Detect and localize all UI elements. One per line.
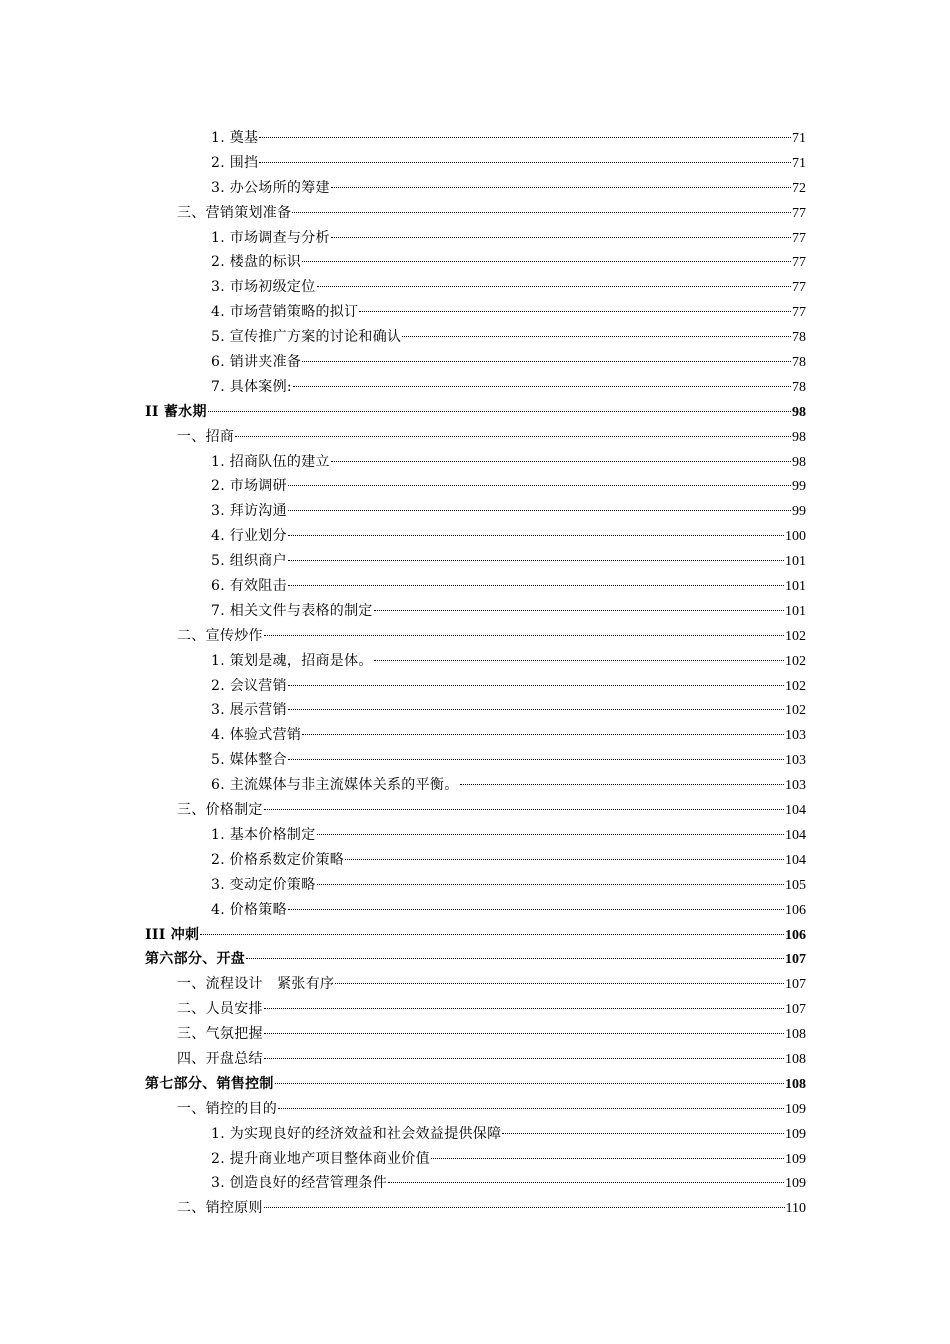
toc-dot-leader — [288, 485, 791, 486]
toc-dot-leader — [331, 187, 791, 188]
toc-entry[interactable] — [145, 375, 806, 400]
toc-entry-page-number: 109 — [785, 1101, 806, 1117]
toc-entry-title: 6. 主流媒体与非主流媒体关系的平衡。 — [211, 777, 459, 794]
toc-dot-leader — [388, 1182, 784, 1183]
toc-dot-leader — [502, 1133, 784, 1134]
toc-dot-leader — [288, 510, 791, 511]
toc-dot-leader — [402, 336, 791, 337]
toc-dot-leader — [288, 709, 784, 710]
toc-entry-title: 第七部分、销售控制 — [145, 1075, 274, 1092]
toc-entry[interactable] — [145, 250, 806, 275]
toc-entry[interactable] — [145, 1147, 806, 1172]
toc-entry-page-number: 101 — [785, 554, 806, 570]
toc-entry-page-number: 108 — [785, 1076, 806, 1092]
toc-entry-title: 4. 价格策略 — [211, 901, 287, 918]
toc-entry-title: 第六部分、开盘 — [145, 951, 246, 968]
toc-entry-title: 3. 拜访沟通 — [211, 503, 287, 520]
toc-dot-leader — [331, 461, 791, 462]
toc-dot-leader — [302, 734, 784, 735]
toc-entry-page-number: 109 — [785, 1151, 806, 1167]
toc-entry-page-number: 101 — [785, 603, 806, 619]
toc-entry[interactable] — [145, 947, 806, 972]
toc-entry[interactable] — [145, 1022, 806, 1047]
toc-dot-leader — [264, 1033, 784, 1034]
toc-dot-leader — [293, 386, 791, 387]
toc-entry-title: 三、气氛把握 — [177, 1026, 263, 1043]
toc-dot-leader — [259, 162, 791, 163]
toc-entry-page-number: 107 — [785, 952, 806, 968]
toc-entry-title: 2. 市场调研 — [211, 478, 287, 495]
toc-dot-leader — [460, 784, 784, 785]
table-of-contents — [145, 126, 806, 1221]
toc-dot-leader — [302, 361, 791, 362]
toc-entry[interactable] — [145, 474, 806, 499]
toc-entry-title: 四、开盘总结 — [177, 1050, 263, 1067]
toc-dot-leader — [317, 286, 791, 287]
toc-entry-page-number: 103 — [785, 753, 806, 769]
toc-dot-leader — [288, 759, 784, 760]
toc-entry-page-number: 106 — [785, 927, 806, 943]
toc-dot-leader — [200, 934, 784, 935]
toc-dot-leader — [264, 1008, 784, 1009]
toc-entry-page-number: 99 — [792, 479, 806, 495]
toc-dot-leader — [235, 436, 791, 437]
toc-entry-title: 三、价格制定 — [177, 802, 263, 819]
toc-entry-page-number: 71 — [792, 155, 806, 171]
toc-entry-title: 2. 楼盘的标识 — [211, 254, 302, 271]
toc-entry-page-number: 109 — [785, 1126, 806, 1142]
toc-dot-leader — [292, 212, 791, 213]
toc-entry[interactable] — [145, 549, 806, 574]
toc-entry[interactable] — [145, 698, 806, 723]
toc-entry[interactable] — [145, 524, 806, 549]
toc-entry[interactable] — [145, 599, 806, 624]
toc-dot-leader — [374, 610, 784, 611]
toc-entry-title: 7. 具体案例: — [211, 378, 292, 395]
toc-entry-page-number: 77 — [792, 230, 806, 246]
toc-entry-page-number: 107 — [785, 1002, 806, 1018]
toc-dot-leader — [431, 1158, 784, 1159]
toc-entry[interactable] — [145, 226, 806, 251]
toc-entry-title: 2. 围挡 — [211, 154, 259, 171]
toc-entry[interactable] — [145, 350, 806, 375]
toc-entry-page-number: 102 — [785, 628, 806, 644]
toc-entry-page-number: 72 — [792, 180, 806, 196]
toc-entry-title: 7. 相关文件与表格的制定 — [211, 602, 373, 619]
toc-entry-title: III 冲刺 — [145, 926, 200, 943]
toc-entry[interactable] — [145, 798, 806, 823]
toc-dot-leader — [317, 884, 784, 885]
toc-entry[interactable] — [145, 325, 806, 350]
toc-entry-page-number: 109 — [785, 1176, 806, 1192]
toc-entry-title: 2. 会议营销 — [211, 677, 287, 694]
toc-entry-page-number: 108 — [785, 1027, 806, 1043]
toc-entry-page-number: 106 — [785, 902, 806, 918]
toc-entry[interactable] — [145, 923, 806, 948]
toc-entry[interactable] — [145, 450, 806, 475]
toc-entry-title: 1. 招商队伍的建立 — [211, 453, 330, 470]
toc-dot-leader — [275, 1083, 784, 1084]
toc-entry-title: 1. 市场调查与分析 — [211, 229, 330, 246]
toc-entry-page-number: 102 — [785, 653, 806, 669]
toc-dot-leader — [264, 1058, 784, 1059]
toc-dot-leader — [264, 809, 784, 810]
toc-entry-title: 二、宣传炒作 — [177, 627, 263, 644]
toc-dot-leader — [278, 1108, 784, 1109]
toc-dot-leader — [288, 585, 784, 586]
toc-entry-title: 3. 市场初级定位 — [211, 279, 316, 296]
toc-entry-page-number: 98 — [792, 454, 806, 470]
toc-entry-title: 2. 价格系数定价策略 — [211, 851, 345, 868]
toc-entry-page-number: 77 — [792, 255, 806, 271]
toc-entry[interactable] — [145, 425, 806, 450]
toc-entry[interactable] — [145, 898, 806, 923]
toc-dot-leader — [208, 411, 791, 412]
toc-entry[interactable] — [145, 151, 806, 176]
toc-entry-page-number: 102 — [785, 703, 806, 719]
toc-entry-page-number: 98 — [792, 404, 806, 420]
toc-dot-leader — [259, 137, 791, 138]
toc-entry[interactable] — [145, 176, 806, 201]
toc-entry[interactable] — [145, 300, 806, 325]
toc-entry-page-number: 101 — [785, 579, 806, 595]
toc-entry-title: 6. 有效阻击 — [211, 578, 287, 595]
toc-entry[interactable] — [145, 649, 806, 674]
toc-entry-page-number: 103 — [785, 728, 806, 744]
toc-dot-leader — [288, 909, 784, 910]
toc-entry-page-number: 104 — [785, 852, 806, 868]
toc-entry-page-number: 104 — [785, 827, 806, 843]
toc-dot-leader — [288, 560, 784, 561]
toc-dot-leader — [374, 660, 784, 661]
toc-entry[interactable] — [145, 499, 806, 524]
toc-entry-title: 一、流程设计 紧张有序 — [177, 976, 335, 993]
toc-dot-leader — [288, 535, 784, 536]
toc-entry-page-number: 99 — [792, 504, 806, 520]
toc-dot-leader — [345, 859, 784, 860]
toc-entry-page-number: 103 — [785, 778, 806, 794]
toc-dot-leader — [264, 635, 784, 636]
toc-entry-page-number: 77 — [792, 205, 806, 221]
toc-entry-title: 1. 基本价格制定 — [211, 826, 316, 843]
toc-entry[interactable] — [145, 674, 806, 699]
toc-entry-title: 3. 变动定价策略 — [211, 876, 316, 893]
toc-entry-page-number: 108 — [785, 1051, 806, 1067]
toc-entry[interactable] — [145, 1122, 806, 1147]
toc-entry-title: 5. 组织商户 — [211, 553, 287, 570]
toc-entry-title: 5. 宣传推广方案的讨论和确认 — [211, 329, 402, 346]
toc-entry-title: 6. 销讲夹准备 — [211, 354, 302, 371]
toc-entry-title: 2. 提升商业地产项目整体商业价值 — [211, 1150, 430, 1167]
toc-entry-title: 4. 行业划分 — [211, 528, 287, 545]
toc-entry-page-number: 104 — [785, 803, 806, 819]
toc-entry[interactable] — [145, 723, 806, 748]
toc-entry[interactable] — [145, 848, 806, 873]
toc-dot-leader — [331, 237, 791, 238]
toc-entry-page-number: 100 — [785, 529, 806, 545]
toc-entry[interactable] — [145, 201, 806, 226]
toc-entry[interactable] — [145, 1196, 806, 1221]
toc-entry[interactable] — [145, 275, 806, 300]
toc-entry-page-number: 71 — [792, 131, 806, 146]
toc-dot-leader — [302, 261, 791, 262]
toc-entry-page-number: 78 — [792, 355, 806, 371]
toc-entry-page-number: 78 — [792, 379, 806, 395]
toc-entry-page-number: 105 — [785, 877, 806, 893]
toc-entry-title: 4. 体验式营销 — [211, 727, 302, 744]
toc-dot-leader — [264, 1207, 785, 1208]
toc-entry[interactable] — [145, 1072, 806, 1097]
toc-dot-leader — [246, 958, 784, 959]
toc-dot-leader — [288, 685, 784, 686]
toc-entry[interactable] — [145, 400, 806, 425]
toc-entry-page-number: 107 — [785, 977, 806, 993]
toc-entry-page-number: 98 — [792, 429, 806, 445]
toc-entry[interactable] — [145, 748, 806, 773]
toc-entry-page-number: 102 — [785, 678, 806, 694]
toc-entry[interactable] — [145, 1171, 806, 1196]
toc-entry-title: 二、销控原则 — [177, 1200, 263, 1217]
toc-entry-title: 一、招商 — [177, 428, 235, 445]
toc-entry[interactable] — [145, 1097, 806, 1122]
toc-entry-page-number: 77 — [792, 280, 806, 296]
toc-entry[interactable] — [145, 823, 806, 848]
toc-entry[interactable] — [145, 624, 806, 649]
toc-entry[interactable] — [145, 997, 806, 1022]
toc-entry-page-number: 77 — [792, 305, 806, 321]
toc-entry-page-number: 110 — [785, 1201, 806, 1217]
toc-entry-title: II 蓄水期 — [145, 403, 207, 420]
toc-dot-leader — [335, 983, 784, 984]
toc-entry-title: 5. 媒体整合 — [211, 752, 287, 769]
toc-entry-title: 二、人员安排 — [177, 1001, 263, 1018]
toc-entry[interactable] — [145, 773, 806, 798]
toc-entry[interactable] — [145, 126, 806, 151]
toc-entry-title: 3. 创造良好的经营管理条件 — [211, 1175, 388, 1192]
toc-entry-title: 1. 策划是魂，招商是体。 — [211, 652, 373, 669]
toc-entry-title: 三、营销策划准备 — [177, 204, 292, 221]
toc-dot-leader — [317, 834, 784, 835]
toc-entry-title: 一、销控的目的 — [177, 1100, 278, 1117]
toc-entry-title: 4. 市场营销策略的拟订 — [211, 304, 359, 321]
toc-entry-page-number: 78 — [792, 330, 806, 346]
toc-entry[interactable] — [145, 972, 806, 997]
toc-entry[interactable] — [145, 873, 806, 898]
toc-entry-title: 3. 办公场所的筹建 — [211, 179, 330, 196]
toc-entry-title: 3. 展示营销 — [211, 702, 287, 719]
toc-dot-leader — [359, 311, 791, 312]
toc-entry-title: 1. 为实现良好的经济效益和社会效益提供保障 — [211, 1125, 502, 1142]
toc-entry[interactable] — [145, 1047, 806, 1072]
toc-entry-title: 1. 奠基 — [211, 130, 259, 146]
toc-entry[interactable] — [145, 574, 806, 599]
